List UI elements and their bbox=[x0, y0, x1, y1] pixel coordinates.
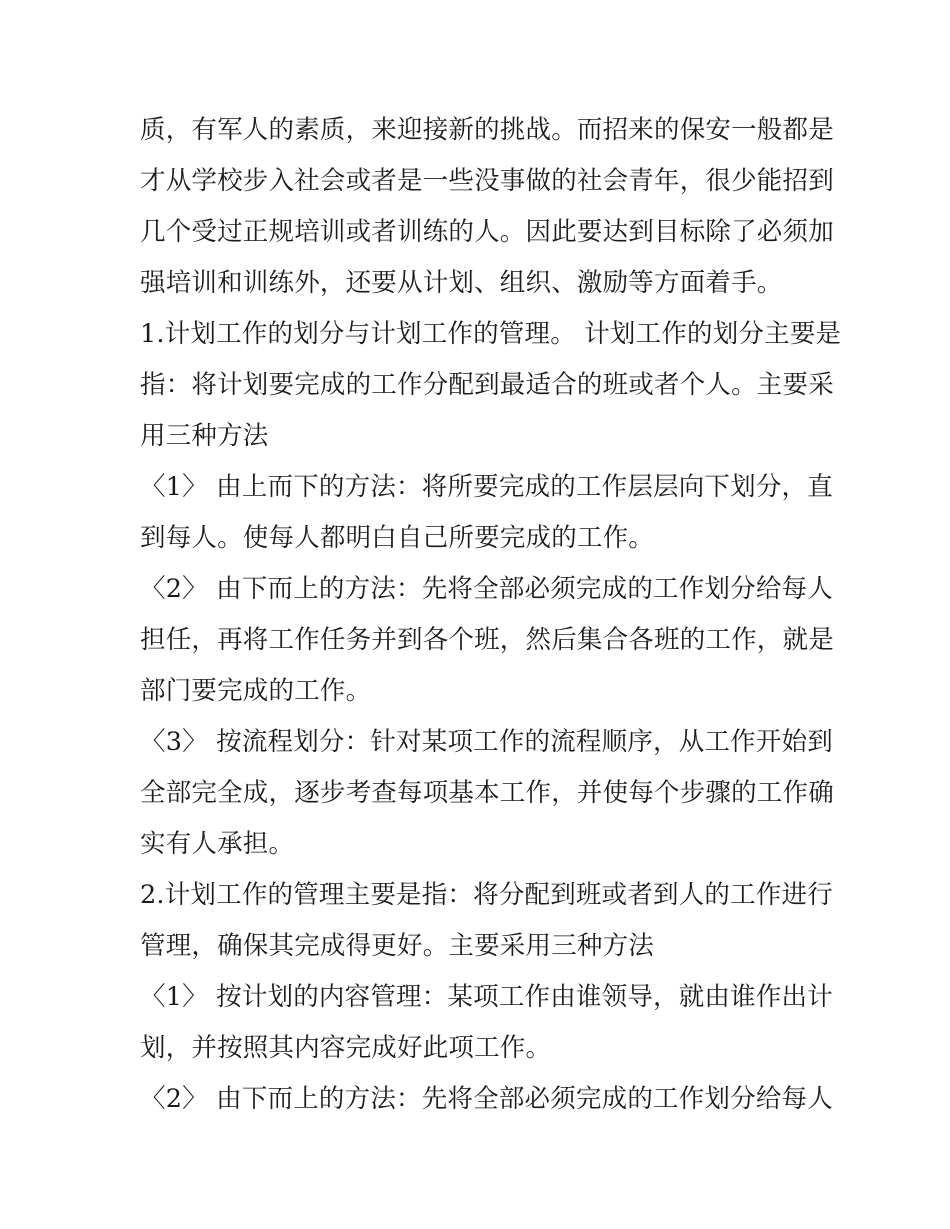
text-line: 全部完全成，逐步考查每项基本工作，并使每个步骤的工作确 bbox=[140, 778, 834, 808]
text-line: 2.计划工作的管理主要是指：将分配到班或者到人的工作进行 bbox=[140, 880, 833, 910]
text-line: 到每人。使每人都明白自己所要完成的工作。 bbox=[140, 523, 655, 553]
text-line: 1.计划工作的划分与计划工作的管理。 计划工作的划分主要是 bbox=[140, 319, 842, 349]
text-line: 〈1〉 由上而下的方法：将所要完成的工作层层向下划分，直 bbox=[140, 472, 833, 502]
text-line: 〈2〉 由下而上的方法：先将全部必须完成的工作划分给每人 bbox=[140, 574, 833, 604]
text-line: 部门要完成的工作。 bbox=[140, 676, 372, 706]
text-line: 才从学校步入社会或者是一些没事做的社会青年，很少能招到 bbox=[140, 166, 834, 196]
text-line: 管理，确保其完成得更好。主要采用三种方法 bbox=[140, 931, 655, 961]
text-line: 〈3〉 按流程划分：针对某项工作的流程顺序，从工作开始到 bbox=[140, 727, 833, 757]
text-line: 质，有军人的素质，来迎接新的挑战。而招来的保安一般都是 bbox=[140, 115, 834, 145]
text-line: 〈1〉 按计划的内容管理：某项工作由谁领导，就由谁作出计 bbox=[140, 982, 833, 1012]
text-line: 强培训和训练外，还要从计划、组织、激励等方面着手。 bbox=[140, 268, 783, 298]
text-line: 划，并按照其内容完成好此项工作。 bbox=[140, 1033, 552, 1063]
text-line: 指：将计划要完成的工作分配到最适合的班或者个人。主要采 bbox=[140, 370, 834, 400]
text-line: 实有人承担。 bbox=[140, 829, 295, 859]
text-line: 〈2〉 由下而上的方法：先将全部必须完成的工作划分给每人 bbox=[140, 1084, 833, 1114]
text-line: 几个受过正规培训或者训练的人。因此要达到目标除了必须加 bbox=[140, 217, 834, 247]
text-line: 用三种方法 bbox=[140, 421, 269, 451]
text-line: 担任，再将工作任务并到各个班，然后集合各班的工作，就是 bbox=[140, 625, 834, 655]
